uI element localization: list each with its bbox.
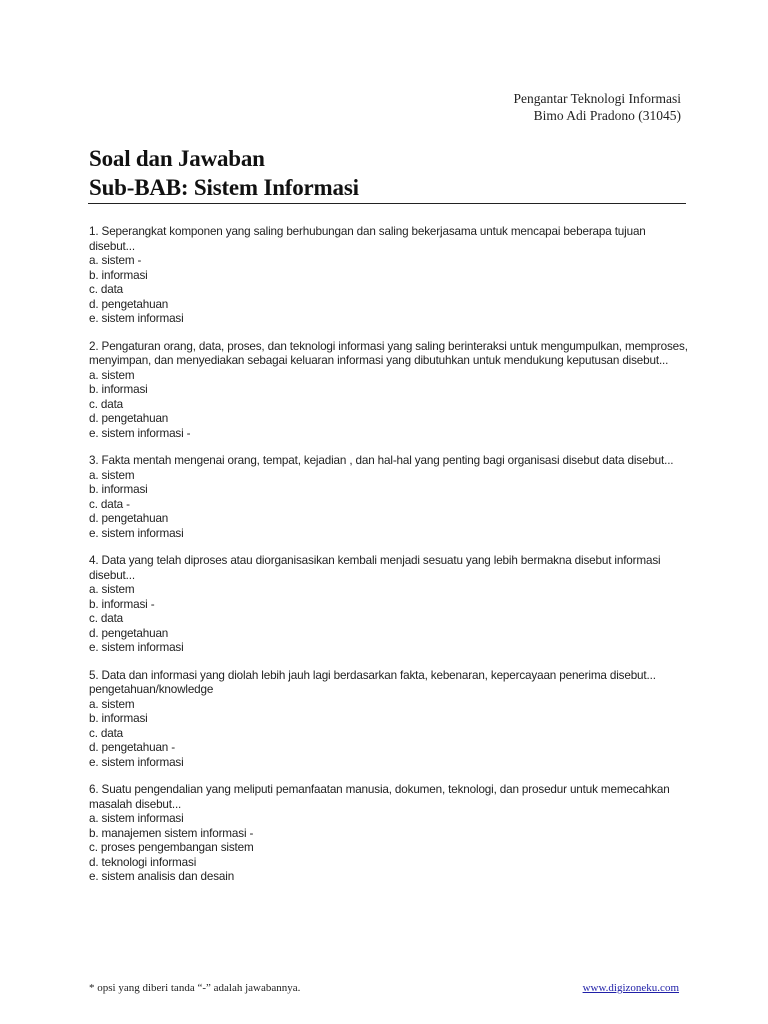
question-item	[89, 783, 689, 885]
page-title	[89, 144, 359, 202]
answer-option: c. data -	[89, 497, 130, 511]
answer-option: e. sistem informasi	[89, 755, 184, 769]
question-list	[89, 225, 689, 898]
course-name: Pengantar Teknologi Informasi	[513, 91, 681, 106]
answer-option: e. sistem informasi	[89, 641, 184, 654]
answer-option: d. pengetahuan -	[89, 741, 175, 754]
answer-option: c. proses pengembangan sistem	[89, 841, 254, 854]
answer-option: d. pengetahuan	[89, 297, 169, 311]
question-text: 5. Data dan informasi yang diolah lebih jauh lagi berdasarkan fakta, kebenaran, kepercayaan penerima disebut... pengetahuan/knowledge	[89, 668, 656, 696]
answer-option: a. sistem -	[89, 254, 142, 267]
question-item	[89, 454, 689, 541]
answer-option: b. informasi -	[89, 597, 155, 611]
answer-option: c. data	[89, 726, 124, 740]
title-divider	[88, 203, 686, 204]
answer-option: b. informasi	[89, 268, 148, 282]
website-link[interactable]: www.digizoneku.com	[582, 982, 679, 994]
answer-option: a. sistem	[89, 468, 135, 482]
title-line-2: Sub-BAB: Sistem Informasi	[89, 175, 359, 200]
question-text: 6. Suatu pengendalian yang meliputi pemanfaatan manusia, dokumen, teknologi, dan prosedur untuk memecahkan masalah disebut...	[89, 783, 670, 811]
title-line-1: Soal dan Jawaban	[89, 146, 265, 171]
question-item	[89, 669, 689, 771]
answer-option: e. sistem informasi	[89, 526, 184, 540]
answer-option: c. data	[89, 283, 124, 296]
question-item	[89, 554, 689, 656]
question-text: 2. Pengaturan orang, data, proses, dan teknologi informasi yang saling berinteraksi untuk mengumpulkan, memproses, menyimpan, dan menyediakan sebagai keluaran informasi yang dibutuhkan untuk mendukung keputusan disebut...	[89, 339, 688, 367]
question-text: 4. Data yang telah diproses atau diorganisasikan kembali menjadi sesuatu yang lebih bermakna disebut informasi disebut...	[89, 554, 661, 582]
question-item	[89, 340, 689, 442]
answer-option: d. pengetahuan	[89, 412, 169, 425]
answer-option: b. informasi	[89, 383, 148, 396]
answer-option: a. sistem informasi	[89, 812, 184, 825]
footer-note: * opsi yang diberi tanda “-” adalah jawabannya.	[89, 982, 301, 994]
answer-option: d. pengetahuan	[89, 512, 169, 525]
answer-option: c. data	[89, 612, 124, 625]
answer-option: b. informasi	[89, 712, 148, 725]
answer-option: e. sistem informasi	[89, 312, 184, 325]
answer-option: e. sistem informasi -	[89, 426, 191, 440]
answer-option: e. sistem analisis dan desain	[89, 870, 235, 883]
answer-option: d. pengetahuan	[89, 626, 169, 640]
question-text: 1. Seperangkat komponen yang saling berhubungan dan saling bekerjasama untuk mencapai beberapa tujuan disebut...	[89, 225, 646, 253]
question-text: 3. Fakta mentah mengenai orang, tempat, kejadian , dan hal-hal yang penting bagi organisasi disebut data disebut...	[89, 454, 674, 467]
author-name: Bimo Adi Pradono (31045)	[533, 108, 681, 123]
answer-option: a. sistem	[89, 583, 135, 596]
question-item	[89, 225, 689, 327]
answer-option: b. manajemen sistem informasi -	[89, 826, 254, 840]
answer-option: b. informasi	[89, 483, 148, 496]
document-header	[513, 90, 681, 124]
answer-option: a. sistem	[89, 368, 135, 382]
answer-option: c. data	[89, 397, 124, 411]
answer-option: a. sistem	[89, 697, 135, 711]
answer-option: d. teknologi informasi	[89, 855, 197, 869]
